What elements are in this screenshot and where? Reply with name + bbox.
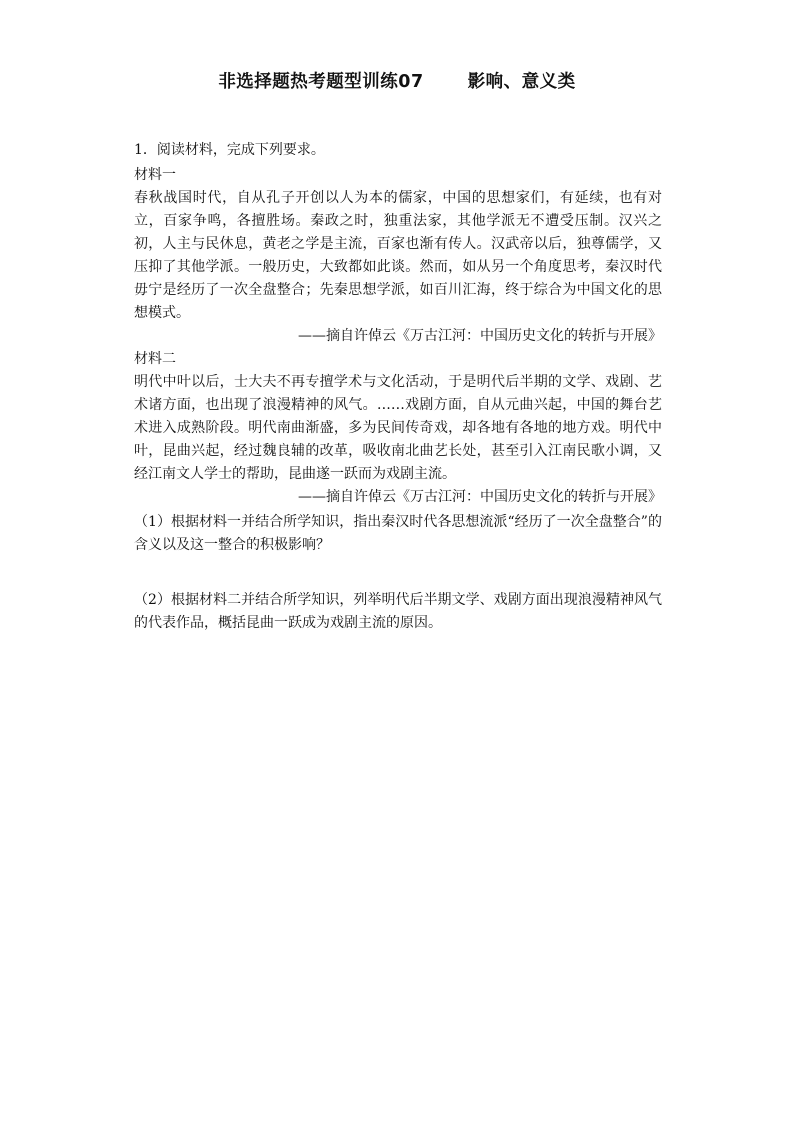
question-instruction: 1．阅读材料，完成下列要求。 bbox=[134, 142, 325, 158]
title-main: 非选择题热考题型训练07 bbox=[218, 72, 424, 92]
material2-source: ——摘自许倬云《万古江河：中国历史文化的转折与开展》 bbox=[298, 489, 662, 505]
title-sub: 影响、意义类 bbox=[467, 72, 576, 92]
material2-label: 材料二 bbox=[134, 351, 176, 367]
answer-space-1 bbox=[134, 557, 662, 587]
sub-question-1: （1）根据材料一并结合所学知识，指出秦汉时代各思想流派“经历了一次全盘整合”的含义以及这一整合的积极影响？ bbox=[134, 514, 662, 553]
material1-label: 材料一 bbox=[134, 167, 176, 183]
page-title bbox=[0, 68, 794, 93]
material2-text: 明代中叶以后，士大夫不再专擅学术与文化活动，于是明代后半期的文学、戏剧、艺术诸方面，也出现了浪漫精神的风气。……戏剧方面，自从元曲兴起，中国的舞台艺术进入成熟阶段。明代南曲渐盛，多为民间传奇戏，却各地有各地的地方戏。明代中叶，昆曲兴起，经过魏良辅的改革，吸收南北曲艺长处，甚至引入江南民歌小调，又经江南文人学士的帮助，昆曲遂一跃而为戏剧主流。 bbox=[134, 374, 662, 482]
question-body bbox=[134, 139, 662, 635]
sub-question-2: （2）根据材料二并结合所学知识，列举明代后半期文学、戏剧方面出现浪漫精神风气的代表作品，概括昆曲一跃成为戏剧主流的原因。 bbox=[134, 592, 662, 631]
material1-text: 春秋战国时代，自从孔子开创以人为本的儒家，中国的思想家们，有延续，也有对立，百家争鸣，各擅胜场。秦政之时，独重法家，其他学派无不遭受压制。汉兴之初，人主与民休息，黄老之学是主流，百家也渐有传人。汉武帝以后，独尊儒学，又压抑了其他学派。一般历史，大致都如此谈。然而，如从另一个角度思考，秦汉时代毋宁是经历了一次全盘整合；先秦思想学派，如百川汇海，终于综合为中国文化的思想模式。 bbox=[134, 190, 662, 321]
material1-source: ——摘自许倬云《万古江河：中国历史文化的转折与开展》 bbox=[298, 328, 662, 344]
